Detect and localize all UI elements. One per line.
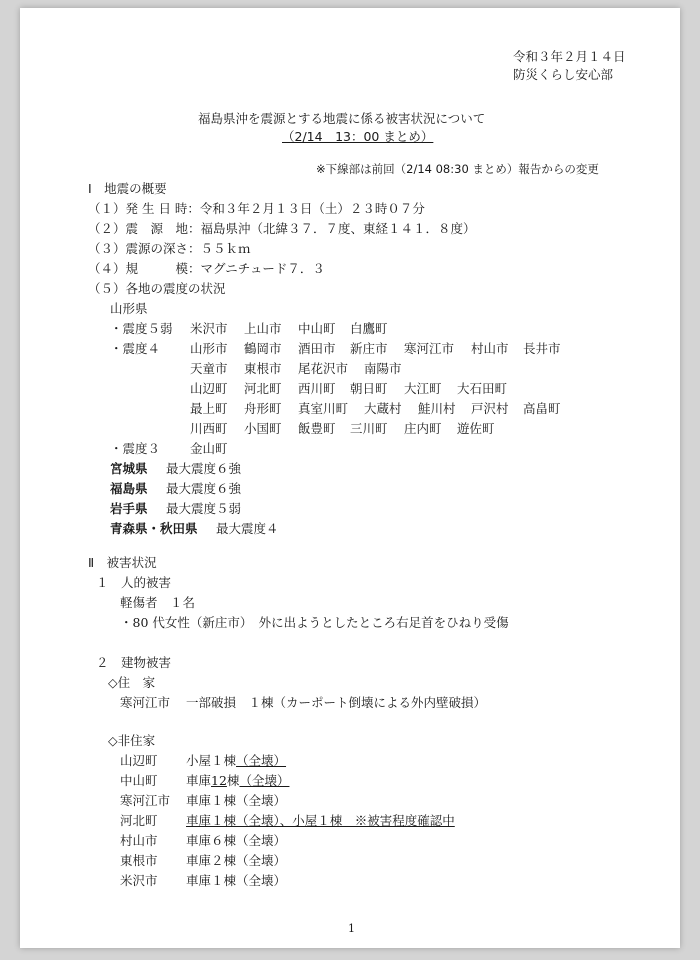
city: 大江町 [404, 381, 442, 396]
city: 大石田町 [457, 381, 508, 396]
city: 最上町 [190, 401, 228, 416]
city: 真室川町 [298, 401, 349, 416]
changed-text: （全壊） [239, 773, 290, 788]
header-date: 令和３年２月１４日 [513, 49, 626, 64]
header-department: 防災くらし安心部 [513, 67, 614, 82]
city: 酒田市 [298, 341, 336, 356]
city: 寒河江市 [120, 695, 171, 710]
prefecture-name: 福島県 [110, 481, 148, 496]
prefecture-intensity: 最大震度４ [216, 521, 279, 536]
city: 戸沢村 [471, 401, 509, 416]
prefecture-name: 宮城県 [110, 461, 148, 476]
prefecture-intensity: 最大震度６強 [166, 461, 242, 476]
overview-depth: （３）震源の深さ：５５ｋｍ [88, 241, 251, 256]
overview-occurrence: （１）発 生 日 時：令和３年２月１３日（土）２３時０７分 [88, 201, 425, 216]
document-page [20, 8, 680, 948]
city: 山辺町 [120, 753, 158, 768]
city: 白鷹町 [350, 321, 388, 336]
human-damage-heading: １ 人的被害 [96, 575, 172, 590]
city: 西川町 [298, 381, 336, 396]
nonresidential-heading: ◇非住家 [108, 733, 156, 748]
city: 南陽市 [364, 361, 402, 376]
nonresidential-row-changed [120, 812, 455, 830]
changed-text: 12 [211, 773, 227, 788]
city: 山形市 [190, 341, 228, 356]
city: 山辺町 [190, 381, 228, 396]
city: 米沢市 [190, 321, 228, 336]
overview-epicenter: （２）震 源 地：福島県沖（北緯３７．７度、東経１４１．８度） [88, 221, 476, 236]
city: 中山町 [120, 773, 158, 788]
changed-text: （全壊） [236, 753, 287, 768]
intensity-3-label: ・震度３ [110, 441, 161, 456]
injured-count: 軽傷者 １名 [120, 595, 196, 610]
prefecture-intensity: 最大震度５弱 [166, 501, 242, 516]
city: 寒河江市 [120, 793, 171, 808]
damage-detail: 車庫１棟（全壊） [186, 793, 287, 808]
intensity-5weak-label: ・震度５弱 [110, 321, 173, 336]
city: 河北町 [120, 813, 158, 828]
document-subtitle: （2/14 13：00 まとめ） [282, 129, 434, 144]
section1-heading: Ⅰ 地震の概要 [88, 181, 167, 196]
intensity-4-label: ・震度４ [110, 341, 161, 356]
damage-detail: 一部破損 １棟（カーポート倒壊による外内壁破損） [186, 695, 487, 710]
damage-detail: 車庫１棟（全壊） [186, 873, 287, 888]
city: 庄内町 [404, 421, 442, 436]
city: 飯豊町 [298, 421, 336, 436]
city: 鮭川村 [418, 401, 456, 416]
city: 朝日町 [350, 381, 388, 396]
intensity-3-city: 金山町 [190, 441, 228, 456]
city: 大蔵村 [364, 401, 402, 416]
damage-detail: 車庫６棟（全壊） [186, 833, 287, 848]
city: 高畠町 [523, 401, 561, 416]
damage-detail: 車庫１棟（全壊）、小屋１棟 ※被害程度確認中 [186, 813, 455, 828]
change-note: ※下線部は前回（2/14 08:30 まとめ）報告からの変更 [316, 162, 599, 176]
building-damage-heading: ２ 建物被害 [96, 655, 172, 670]
yamagata-label: 山形県 [110, 301, 148, 316]
city: 川西町 [190, 421, 228, 436]
city: 東根市 [244, 361, 282, 376]
injury-detail: ・80 代女性（新庄市） 外に出ようとしたところ右足首をひねり受傷 [120, 615, 509, 630]
prefecture-name: 岩手県 [110, 501, 148, 516]
city: 寒河江市 [404, 341, 455, 356]
prefecture-name: 青森県・秋田県 [110, 521, 198, 536]
city: 長井市 [523, 341, 561, 356]
city: 舟形町 [244, 401, 282, 416]
city: 鶴岡市 [244, 341, 282, 356]
page-number: 1 [348, 922, 355, 935]
city: 米沢市 [120, 873, 158, 888]
damage-detail: 車庫２棟（全壊） [186, 853, 287, 868]
city: 尾花沢市 [298, 361, 349, 376]
city: 東根市 [120, 853, 158, 868]
city: 小国町 [244, 421, 282, 436]
city: 上山市 [244, 321, 282, 336]
residential-heading: ◇住 家 [108, 675, 156, 690]
city: 新庄市 [350, 341, 388, 356]
overview-intensity-heading: （５）各地の震度の状況 [88, 281, 226, 296]
city: 三川町 [350, 421, 388, 436]
city: 河北町 [244, 381, 282, 396]
city: 村山市 [471, 341, 509, 356]
overview-magnitude: （４）規 模：マグニチュード７．３ [88, 261, 325, 276]
damage-detail: 車庫12棟（全壊） [186, 773, 290, 788]
city: 村山市 [120, 833, 158, 848]
section2-heading: Ⅱ 被害状況 [88, 555, 157, 570]
document-title: 福島県沖を震源とする地震に係る被害状況について [198, 111, 486, 126]
city: 遊佐町 [457, 421, 495, 436]
prefecture-intensity: 最大震度６強 [166, 481, 242, 496]
city: 中山町 [298, 321, 336, 336]
damage-detail: 小屋１棟（全壊） [186, 753, 287, 768]
city: 天童市 [190, 361, 228, 376]
